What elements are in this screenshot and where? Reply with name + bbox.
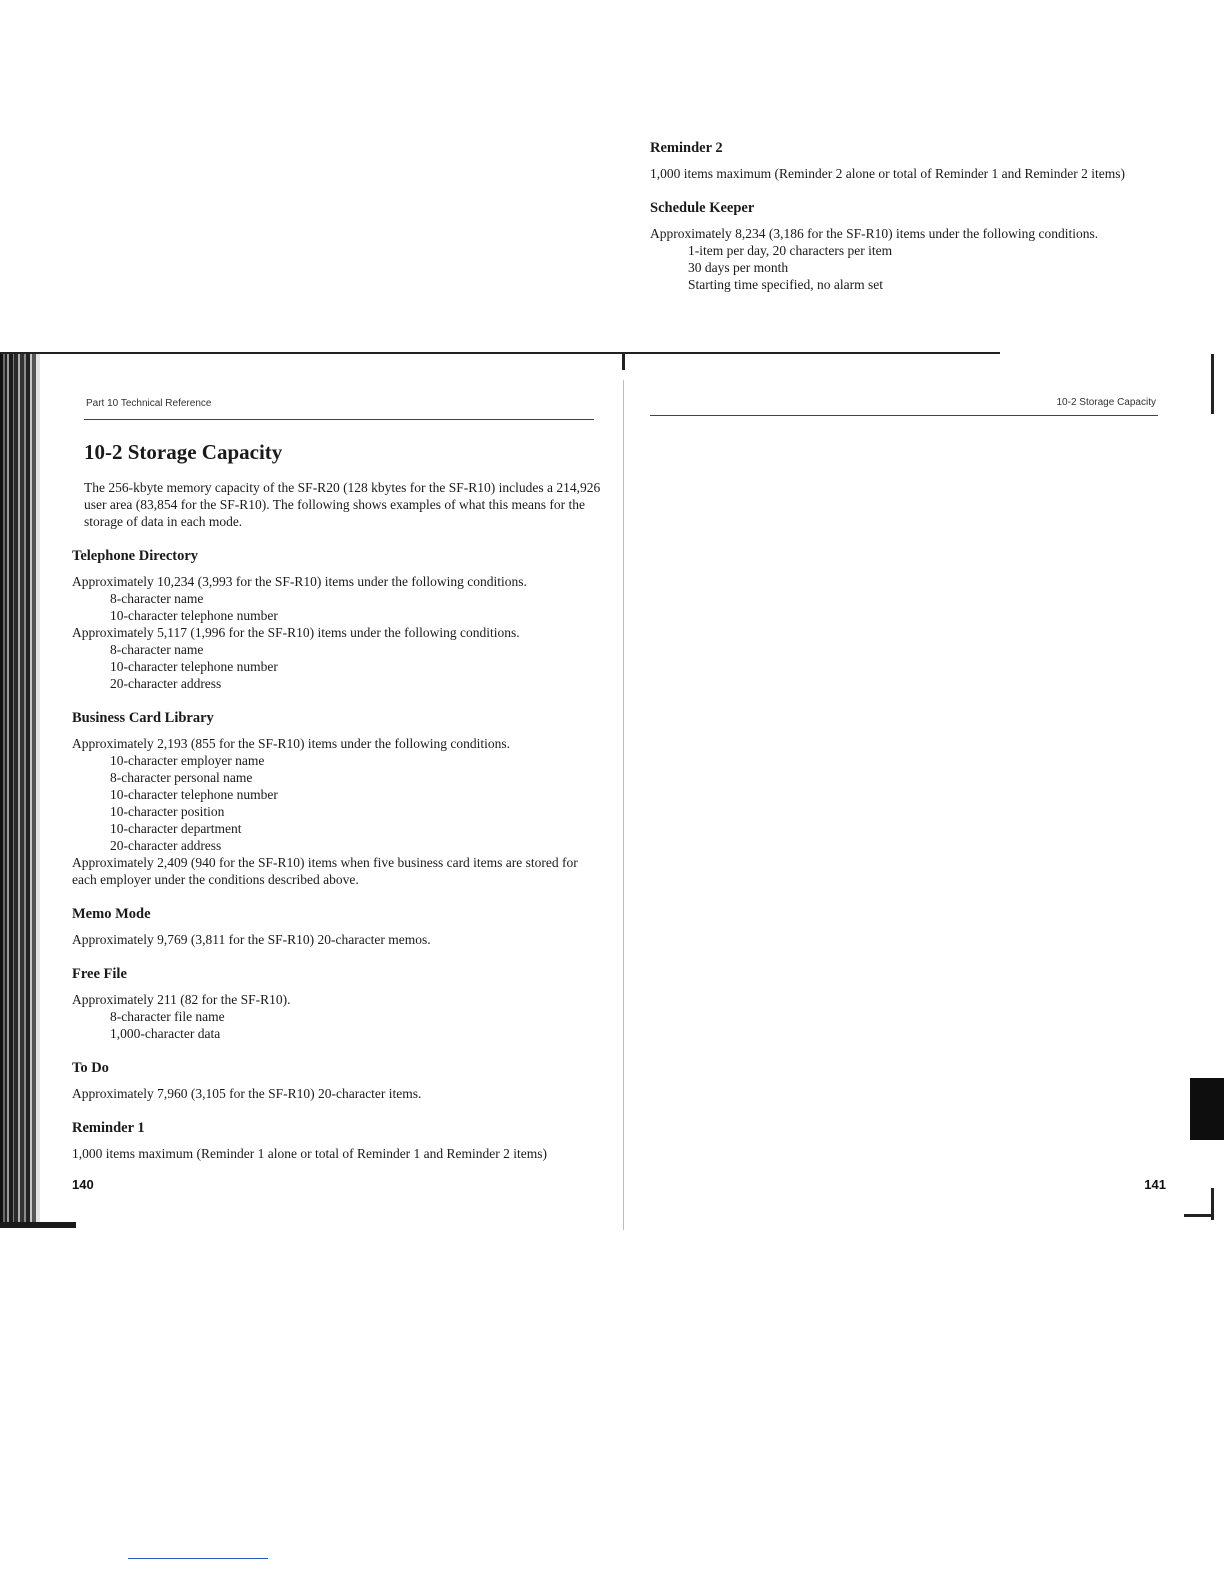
condition-line: 8-character personal name [110,770,253,785]
section [72,710,602,888]
page-title: 10-2 Storage Capacity [84,440,283,464]
condition-line: 8-character name [110,591,204,606]
body-line: Approximately 211 (82 for the SF-R10). [72,992,291,1007]
body-line: Approximately 10,234 (3,993 for the SF-R10) items under the following conditions. [72,574,527,589]
condition-line: 30 days per month [688,260,789,275]
condition-line: 8-character file name [110,1009,225,1024]
section-heading: Reminder 1 [72,1120,145,1136]
condition-line: 1-item per day, 20 characters per item [688,243,893,258]
body-line: Approximately 7,960 (3,105 for the SF-R10) 20-character items. [72,1086,422,1101]
right-sections [650,140,1170,293]
thumb-index-tab [1190,1078,1224,1140]
condition-line: 20-character address [110,838,222,853]
right-page [650,140,1170,311]
section-heading: Business Card Library [72,710,214,726]
section [72,1120,602,1162]
gutter-line [623,380,624,1230]
condition-line: 10-character telephone number [110,659,278,674]
section-heading: Schedule Keeper [650,200,755,216]
section [72,548,602,692]
section-heading: Telephone Directory [72,548,199,564]
running-head-rule-right [650,415,1158,416]
running-head-rule-left [84,419,594,420]
running-head-right: 10-2 Storage Capacity [1056,397,1156,408]
intro-paragraph: The 256-kbyte memory capacity of the SF-R20 (128 kbytes for the SF-R10) includes a 214,926 user area (83,854 for the SF-R10). The following shows examples of what this means for the storage of data in each mode. [84,480,601,529]
condition-line: 10-character employer name [110,753,265,768]
body-line: Approximately 8,234 (3,186 for the SF-R10) items under the following conditions. [650,226,1099,241]
right-edge-mark-top [1211,354,1214,414]
left-sections [72,548,602,1162]
body-line: Approximately 2,409 (940 for the SF-R10) items when five business card items are stored for each employer under the conditions described above. [72,855,578,887]
section-heading: Memo Mode [72,906,151,922]
page-number-right: 141 [1144,1177,1166,1192]
left-page [72,440,602,1180]
condition-line: 20-character address [110,676,222,691]
condition-line: 1,000-character data [110,1026,221,1041]
hyperlink-underline [128,1558,268,1559]
binding-foot [0,1222,76,1228]
spread-top-rule [0,352,1000,354]
section [650,200,1170,293]
body-line: Approximately 2,193 (855 for the SF-R10) items under the following conditions. [72,736,510,751]
condition-line: 10-character telephone number [110,608,278,623]
section [72,906,602,948]
section-heading: To Do [72,1060,109,1076]
running-head-left: Part 10 Technical Reference [86,398,212,409]
body-line: Approximately 5,117 (1,996 for the SF-R10) items under the following conditions. [72,625,520,640]
condition-line: 10-character position [110,804,225,819]
condition-line: 10-character department [110,821,242,836]
section-heading: Reminder 2 [650,140,723,156]
condition-line: Starting time specified, no alarm set [688,277,883,292]
body-line: 1,000 items maximum (Reminder 1 alone or total of Reminder 1 and Reminder 2 items) [72,1146,548,1161]
right-edge-mark-foot [1184,1214,1214,1217]
binding-edge [0,354,40,1226]
spread-top-notch [622,352,625,370]
body-line: Approximately 9,769 (3,811 for the SF-R10) 20-character memos. [72,932,431,947]
section [72,1060,602,1102]
body-line: 1,000 items maximum (Reminder 2 alone or total of Reminder 1 and Reminder 2 items) [650,166,1126,181]
condition-line: 8-character name [110,642,204,657]
condition-line: 10-character telephone number [110,787,278,802]
section [72,966,602,1042]
page-number-left: 140 [72,1177,94,1192]
section [650,140,1170,182]
section-heading: Free File [72,966,127,982]
